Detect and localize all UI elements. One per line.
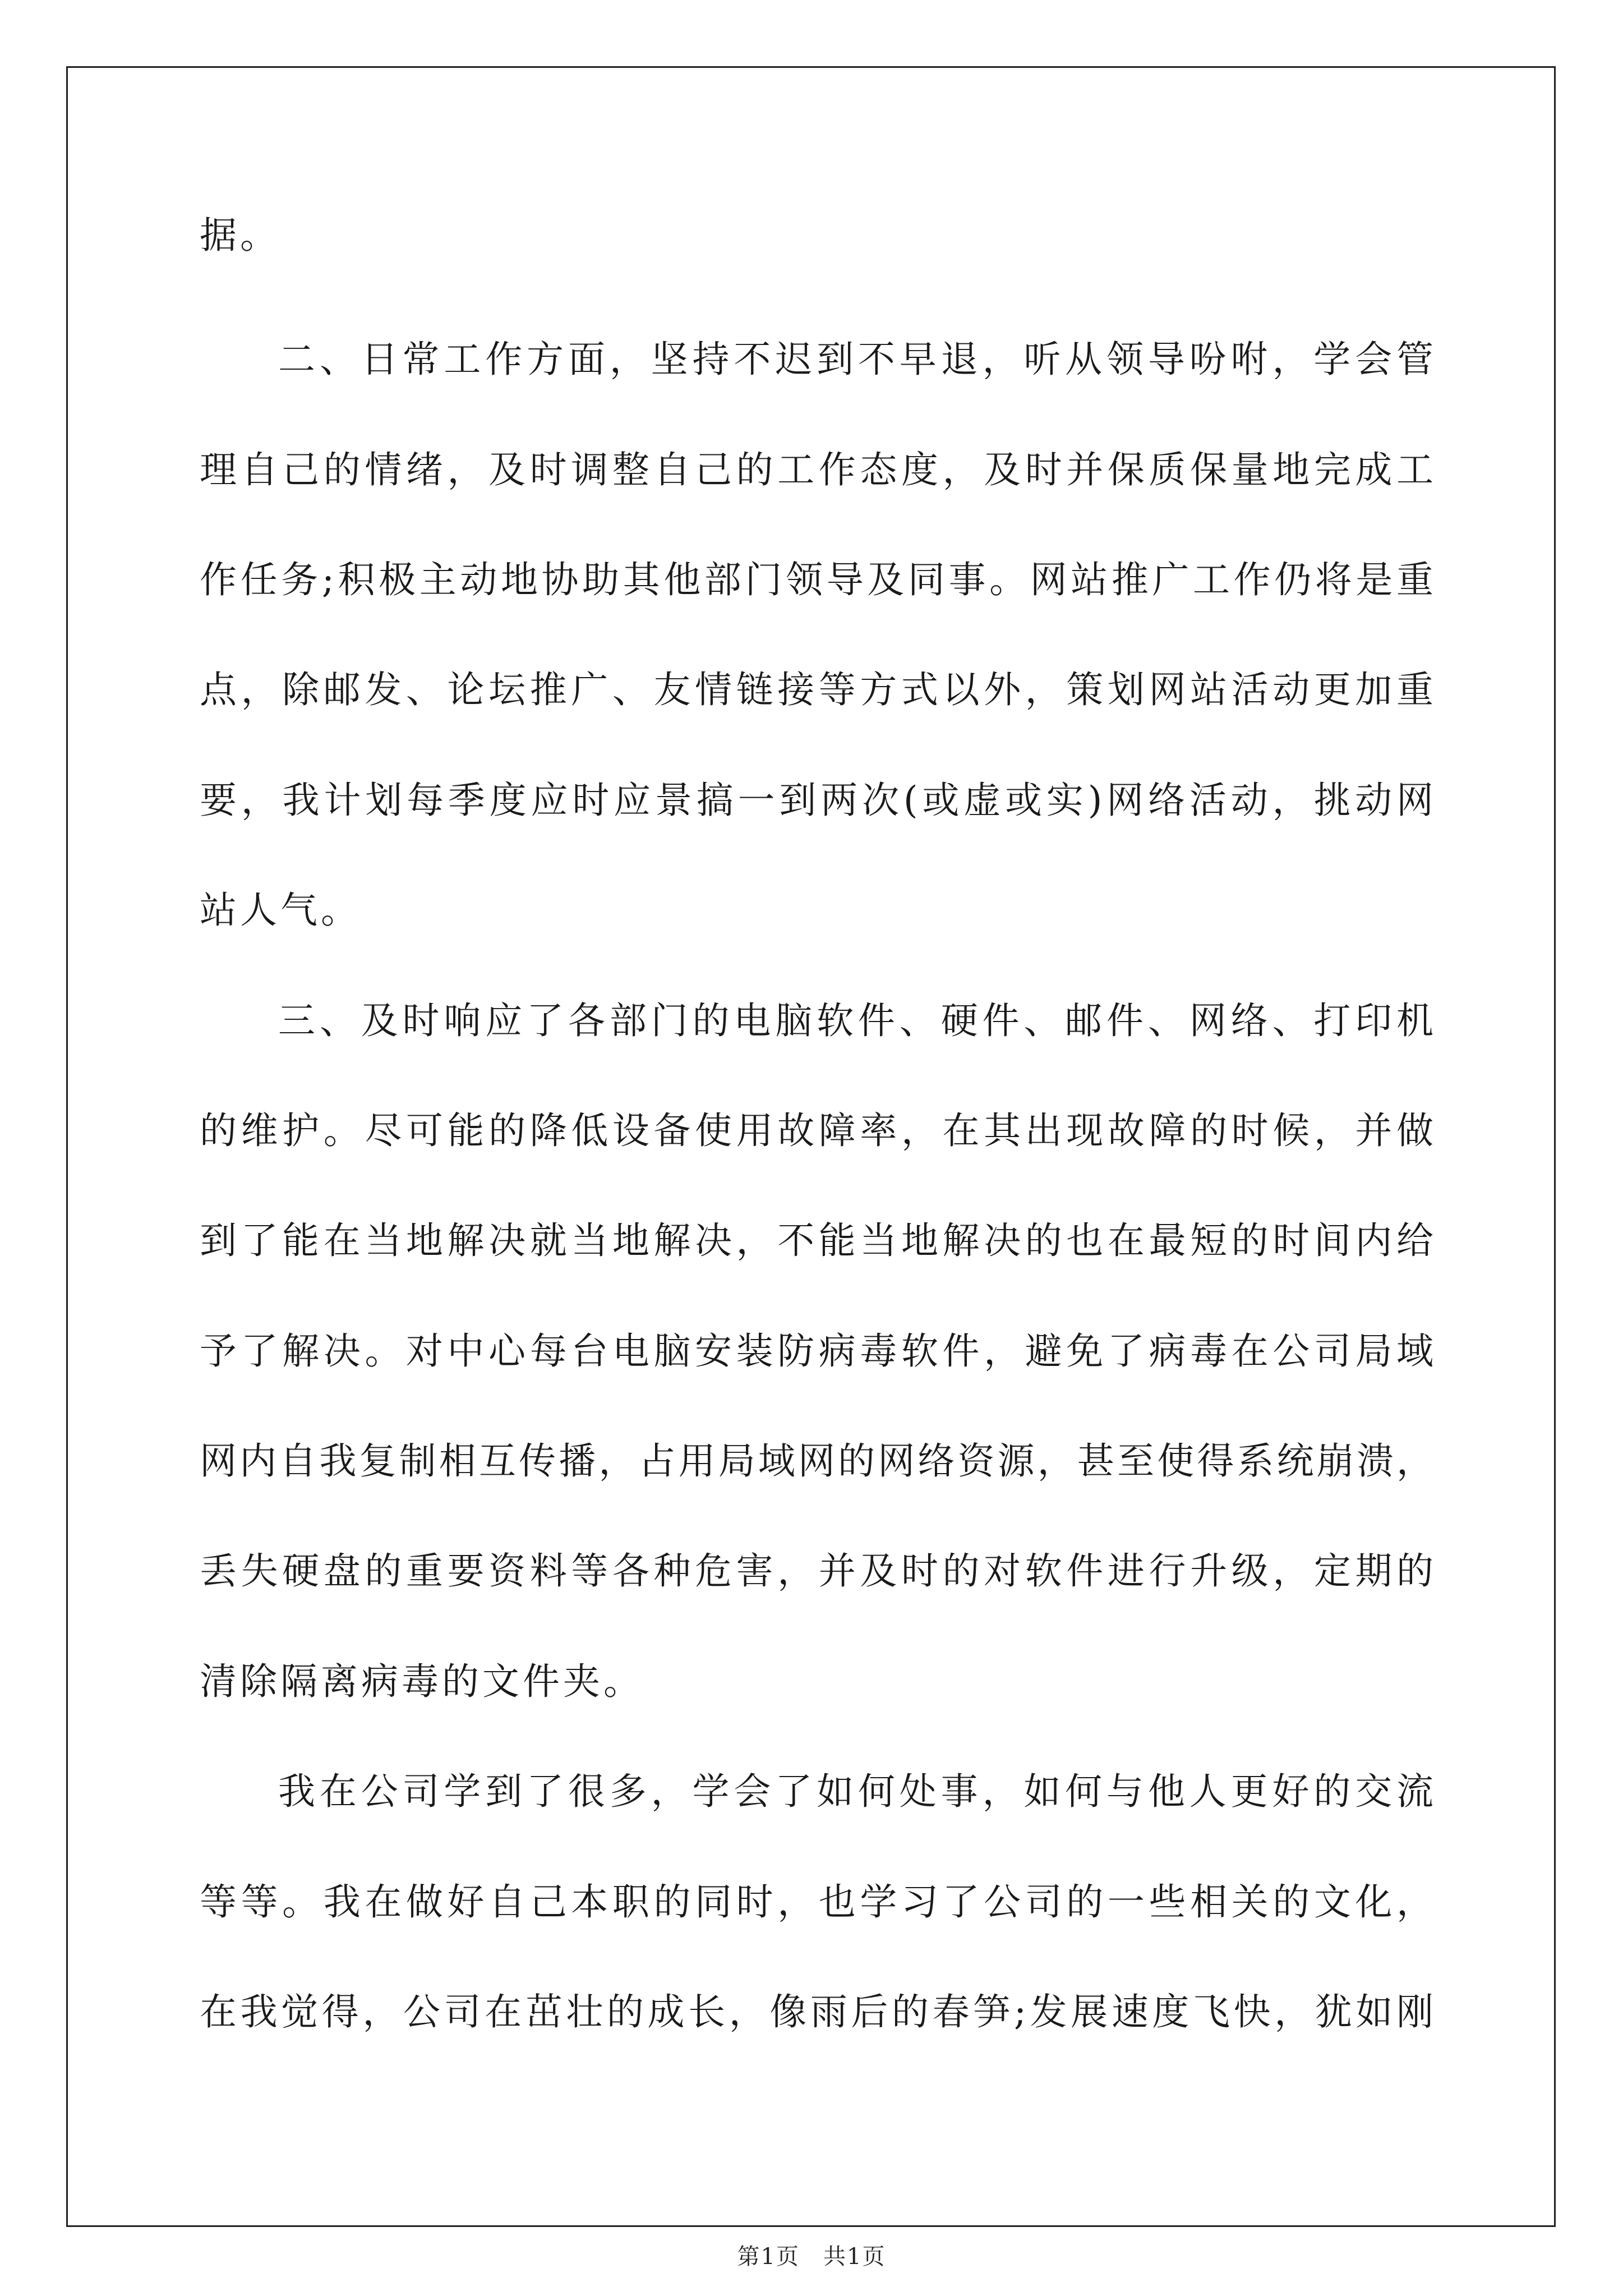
text-line: 清除隔离病毒的文件夹。 [200, 1660, 644, 1703]
page-number-footer: 第1页 共1页 [737, 2244, 886, 2270]
text-line: 要，我计划每季度应时应景搞一到两次(或虚或实)网络活动，挑动网 [200, 779, 1433, 822]
text-line: 我在公司学到了很多，学会了如何处事，如何与他人更好的交流 [278, 1770, 1433, 1813]
text-line: 到了能在当地解决就当地解决，不能当地解决的也在最短的时间内给 [200, 1219, 1433, 1262]
text-line: 予了解决。对中心每台电脑安装防病毒软件，避免了病毒在公司局域 [200, 1329, 1433, 1373]
text-line: 等等。我在做好自己本职的同时，也学习了公司的一些相关的文化， [200, 1880, 1433, 1924]
text-line: 的维护。尽可能的降低设备使用故障率，在其出现故障的时候，并做 [200, 1109, 1433, 1152]
text-line: 三、及时响应了各部门的电脑软件、硬件、邮件、网络、打印机 [278, 999, 1433, 1042]
text-line: 据。 [200, 214, 280, 257]
text-line: 网内自我复制相互传播，占用局域网的网络资源，甚至使得系统崩溃， [200, 1439, 1433, 1483]
text-line: 点，除邮发、论坛推广、友情链接等方式以外，策划网站活动更加重 [200, 668, 1433, 711]
text-line: 在我觉得，公司在茁壮的成长，像雨后的春笋;发展速度飞快，犹如刚 [200, 1990, 1433, 2033]
text-line: 丢失硬盘的重要资料等各种危害，并及时的对软件进行升级，定期的 [200, 1549, 1433, 1593]
text-line: 理自己的情绪，及时调整自己的工作态度，及时并保质保量地完成工 [200, 448, 1433, 491]
text-line: 站人气。 [200, 889, 361, 932]
text-line: 作任务;积极主动地协助其他部门领导及同事。网站推广工作仍将是重 [200, 558, 1433, 601]
text-line: 二、日常工作方面，坚持不迟到不早退，听从领导吩咐，学会管 [278, 338, 1433, 381]
